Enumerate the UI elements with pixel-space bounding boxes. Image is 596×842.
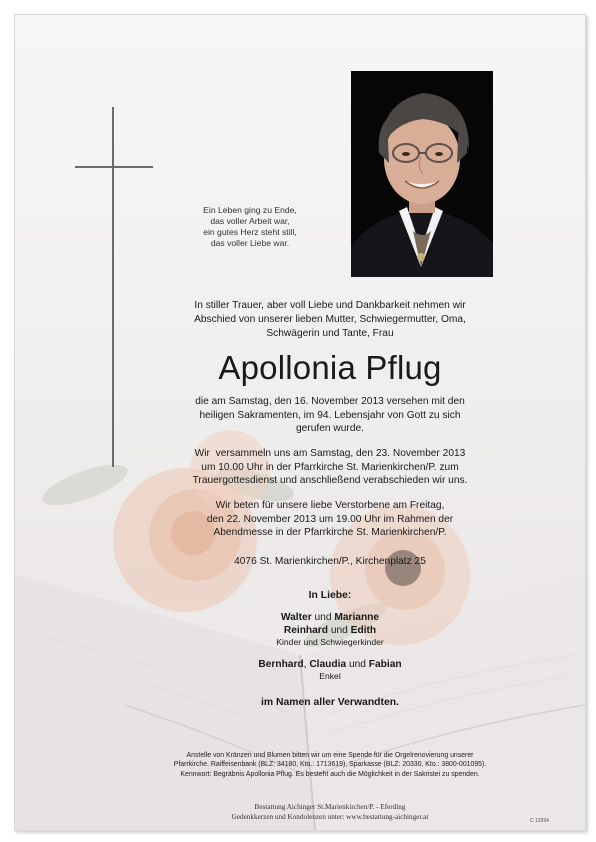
family-name: Edith bbox=[350, 625, 377, 636]
funeral-line: um 10.00 Uhr in der Pfarrkirche St. Marienkirchen/P. zum bbox=[201, 461, 459, 473]
intro-line: In stiller Trauer, aber voll Liebe und Dankbarkeit nehmen wir bbox=[194, 300, 466, 311]
intro-line: Abschied von unserer lieben Mutter, Schwiegermutter, Oma, bbox=[194, 314, 466, 325]
obituary-card bbox=[14, 14, 586, 831]
address: 4076 St. Marienkirchen/P., Kirchenplatz 25 bbox=[234, 556, 426, 567]
death-notice-line: gerufen wurde. bbox=[296, 423, 364, 434]
portrait-photo bbox=[351, 71, 493, 277]
in-liebe-heading: In Liebe: bbox=[308, 590, 352, 601]
prayer-line: den 22. November 2013 um 19.00 Uhr im Rahmen der bbox=[206, 513, 454, 525]
footer-website: Gedenkkerzen und Kondolenzen unter: www.bestattung-aichinger.at bbox=[231, 812, 429, 821]
footer bbox=[165, 803, 495, 822]
poem bbox=[165, 205, 335, 249]
donation-line: Pfarrkirche. Raiffeisenbank (BLZ: 34180, Kto.: 1713619), Sparkasse (BLZ: 20330, Kto.: 3800-001095). bbox=[173, 761, 487, 769]
prayer-line: Abendmesse in der Pfarrkirche St. Marienkirchen/P. bbox=[213, 527, 447, 538]
death-notice-line: heiligen Sakramenten, im 94. Lebensjahr von Gott zu sich bbox=[199, 409, 461, 421]
donation-line: Anstelle von Kränzen und Blumen bitten wir um eine Spende für die Orgelrenovierung unserer bbox=[186, 752, 474, 759]
poem-line: das voller Liebe war. bbox=[210, 238, 290, 248]
donation-line: Kennwort: Begräbnis Apollonia Pflug. Es besteht auch die Möglichkeit in der Sakristei zu spenden. bbox=[180, 770, 480, 778]
conjunction: und bbox=[311, 612, 335, 623]
relation-label: Kinder und Schwiegerkinder bbox=[276, 637, 384, 647]
relation-label: Enkel bbox=[319, 671, 341, 681]
children-line-2 bbox=[155, 624, 505, 637]
family-name: Reinhard bbox=[283, 625, 328, 636]
family-children bbox=[155, 611, 505, 648]
separator: , bbox=[303, 659, 310, 670]
intro-text bbox=[155, 299, 505, 341]
poem-line: ein gutes Herz steht still, bbox=[203, 227, 297, 237]
family-name: Walter bbox=[280, 612, 312, 623]
conjunction: und bbox=[346, 659, 369, 670]
funeral-line: Trauergottesdienst und anschließend verabschieden wir uns. bbox=[192, 475, 468, 486]
family-name: Fabian bbox=[368, 659, 402, 670]
relatives-line: im Namen aller Verwandten. bbox=[260, 697, 399, 708]
conjunction: und bbox=[328, 625, 351, 636]
family-name: Claudia bbox=[309, 659, 347, 670]
deceased-name: Apollonia Pflug bbox=[218, 349, 442, 386]
family-grandchildren bbox=[155, 658, 505, 682]
poem-line: Ein Leben ging zu Ende, bbox=[203, 205, 297, 215]
cross-horizontal bbox=[75, 166, 153, 168]
family-name: Marianne bbox=[334, 612, 380, 623]
prayer-info bbox=[155, 499, 505, 540]
children-line-1 bbox=[155, 611, 505, 624]
cross-vertical bbox=[112, 107, 114, 467]
family-name: Bernhard bbox=[258, 659, 304, 670]
donation-note bbox=[135, 751, 525, 779]
death-notice bbox=[155, 395, 505, 436]
grandchildren-line bbox=[155, 658, 505, 671]
prayer-line: Wir beten für unsere liebe Verstorbene am Freitag, bbox=[215, 500, 445, 511]
poem-line: das voller Arbeit war, bbox=[210, 216, 290, 226]
footer-company: Bestattung Aichinger St.Marienkirchen/P. - Eferding bbox=[254, 803, 406, 811]
death-notice-line: die am Samstag, den 16. November 2013 versehen mit den bbox=[195, 396, 465, 407]
intro-line: Schwägerin und Tante, Frau bbox=[266, 328, 394, 339]
funeral-info bbox=[155, 447, 505, 488]
funeral-line: Wir versammeln uns am Samstag, den 23. November 2013 bbox=[194, 448, 466, 459]
document-code: C 13394 bbox=[530, 818, 549, 824]
